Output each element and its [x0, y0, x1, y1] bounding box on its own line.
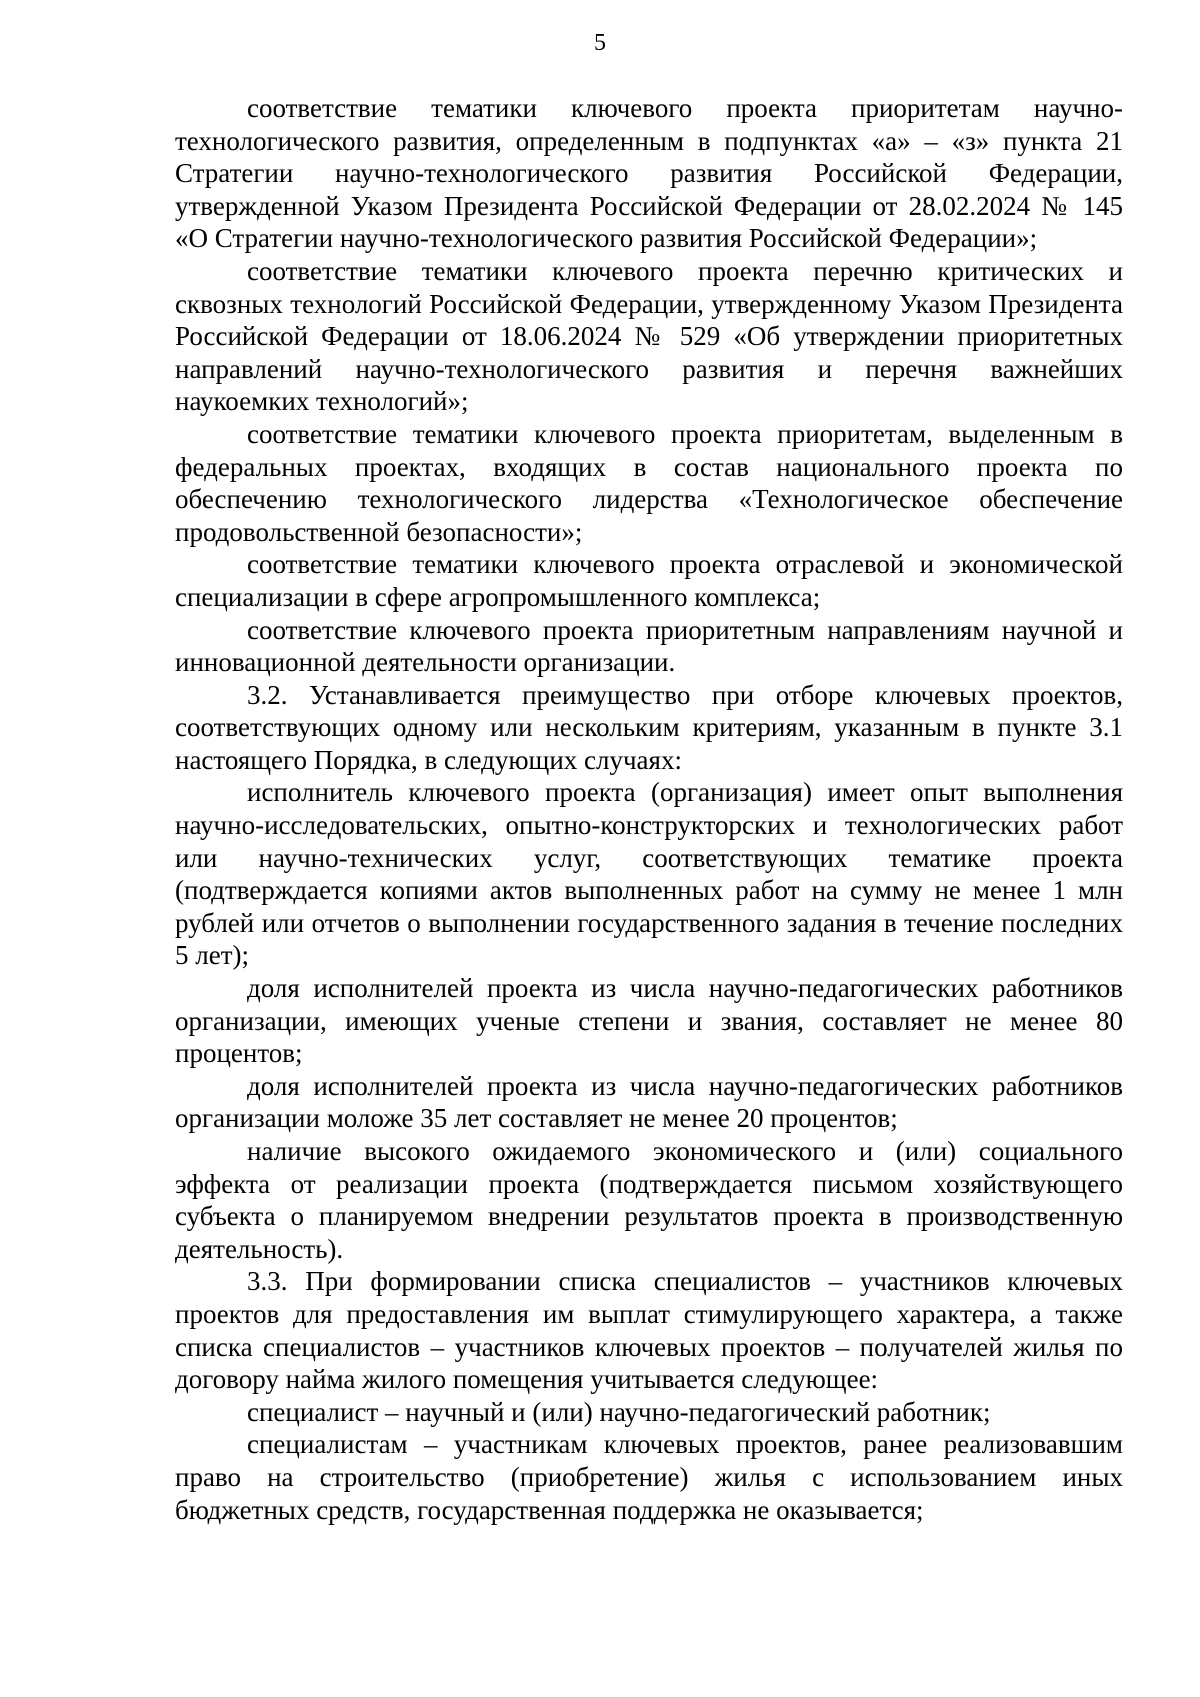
paragraph-agro-specialization: соответствие тематики ключевого проекта отраслевой и экономической специализации в сфере агропромышленного комплекса; — [175, 549, 1123, 612]
paragraph-executor-experience: исполнитель ключевого проекта (организация) имеет опыт выполнения научно-исследовательских, опытно-конструкторских и технологических работ или научно-технических услуг, соответствующих тематике проекта (подтверждается копиями актов выполненных работ на сумму не менее 1 млн рублей или отчетов о выполнении государственного задания в течение последних 5 лет); — [175, 777, 1123, 971]
paragraph-economic-effect: наличие высокого ожидаемого экономического и (или) социального эффекта от реализации проекта (подтверждается письмом хозяйствующего субъекта о планируемом внедрении результатов проекта в производственную деятельность). — [175, 1136, 1123, 1264]
paragraph-section-3-2: 3.2. Устанавливается преимущество при отборе ключевых проектов, соответствующих одному или нескольким критериям, указанным в пункте 3.1 настоящего Порядка, в следующих случаях: — [175, 679, 1123, 775]
paragraph-no-support: специалистам – участникам ключевых проектов, ранее реализовавшим право на строительство (приобретение) жилья с использованием иных бюджетных средств, государственная поддержка не оказывается; — [175, 1429, 1123, 1525]
paragraph-federal-projects: соответствие тематики ключевого проекта приоритетам, выделенным в федеральных проектах, входящих в состав национального проекта по обеспечению технологического лидерства «Технологическое обеспечение продовольственной безопасности»; — [175, 418, 1123, 547]
paragraph-specialist-definition: специалист – научный и (или) научно-педагогический работник; — [247, 1396, 991, 1427]
page-number: 5 — [594, 30, 606, 56]
paragraph-critical-technologies: соответствие тематики ключевого проекта перечню критических и сквозных технологий Российской Федерации, утвержденному Указом Президента Российской Федерации от 18.06.2024 № 529 «Об утверждении приоритетных направлений научно-технологического развития и перечня важнейших наукоемких технологий»; — [175, 255, 1123, 417]
paragraph-priority-strategy: соответствие тематики ключевого проекта приоритетам научно-технологического развития, определенным в подпунктах «а» – «з» пункта 21 Стратегии научно-технологического развития Российской Федерации, утвержденной Указом Президента Российской Федерации от 28.02.2024 № 145 «О Стратегии научно-технологического развития Российской Федерации»; — [175, 93, 1123, 254]
paragraph-degree-share: доля исполнителей проекта из числа научно-педагогических работников организации, имеющих ученые степени и звания, составляет не менее 80 процентов; — [175, 973, 1123, 1069]
paragraph-organization-priorities: соответствие ключевого проекта приоритетным направлениям научной и инновационной деятельности организации. — [175, 614, 1123, 678]
paragraph-young-share: доля исполнителей проекта из числа научно-педагогических работников организации моложе 35 лет составляет не менее 20 процентов; — [175, 1070, 1123, 1134]
paragraph-section-3-3: 3.3. При формировании списка специалистов – участников ключевых проектов для предоставления им выплат стимулирующего характера, а также списка специалистов – участников ключевых проектов – получателей жилья по договору найма жилого помещения учитывается следующее: — [175, 1266, 1123, 1395]
document-body — [175, 92, 1123, 1526]
